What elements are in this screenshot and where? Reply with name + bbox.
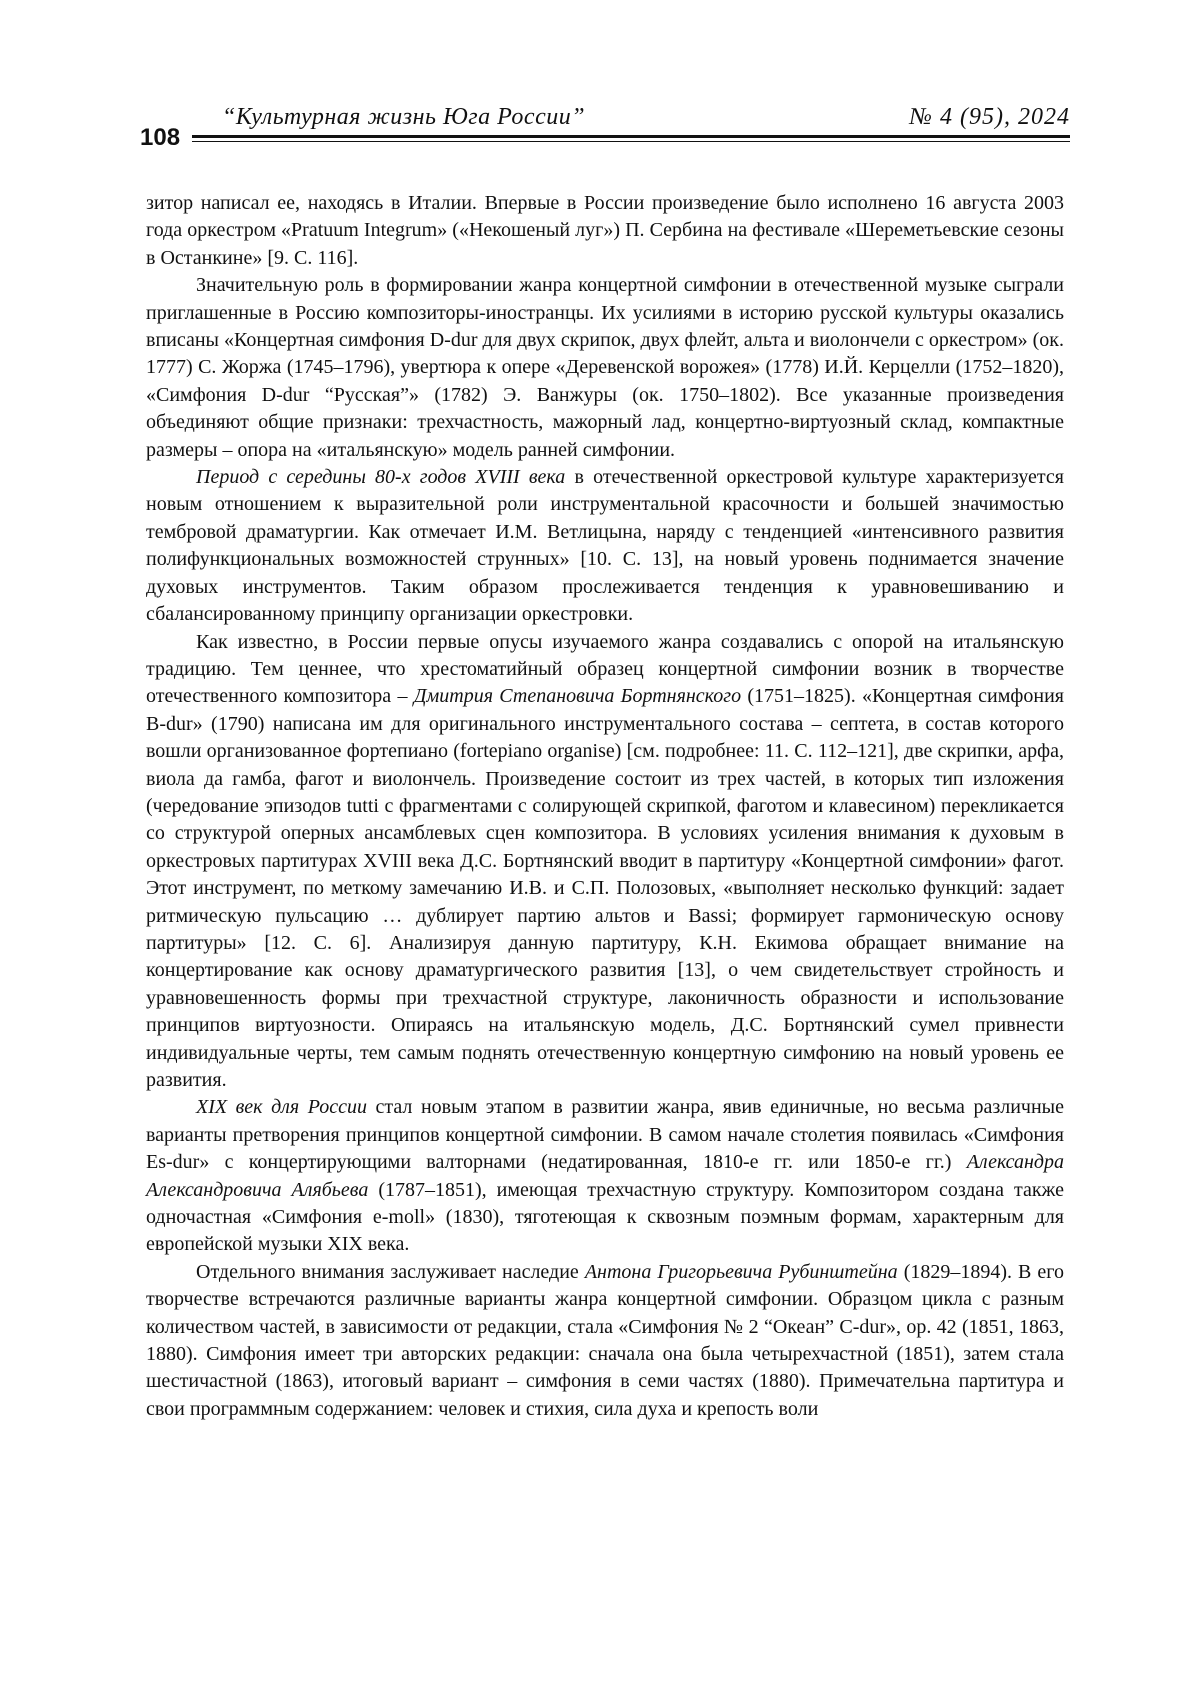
paragraph bbox=[146, 272, 1064, 464]
text-segment: Отдельного внимания заслуживает наследие bbox=[196, 1261, 585, 1283]
page-header bbox=[140, 100, 1070, 152]
issue-number: № 4 (95), 2024 bbox=[909, 104, 1070, 131]
paragraph bbox=[146, 464, 1064, 628]
paragraph bbox=[146, 1094, 1064, 1258]
text-segment: зитор написал ее, находясь в Италии. Впервые в России произведение было исполнено 16 августа 2003 года оркестром «Pratuum Integrum» («Некошеный луг») П. Сербина на фестивале «Шереметьевские сезоны в Останкине» [9. С. 116]. bbox=[146, 192, 1064, 269]
header-rule-thick bbox=[192, 135, 1070, 138]
text-segment: (1751–1825). «Концертная симфония B-dur» (1790) написана им для оригинально­го инструментального состава – септета, в состав которого вошли организованное фор­тепиано (fortepiano organise) [см. подробнее: 11. С. 112–121], две скрипки, арфа, виола да гамба, фагот и виолончель. Произведение состоит из трех частей, в которых тип изложения (чередование эпизодов tutti с фрагментами с солирующей скрипкой, фаготом и клавесином) перекликается со структурой оперных ансамблевых сцен композитора. В условиях усиления внимания к духовым в оркестровых партитурах XVIII века Д.С. Бортнянский вводит в партитуру «Концертной симфонии» фагот. Этот инструмент, по меткому замечанию И.В. и С.П. Полозовых, «выполняет несколько функций: задает ритмическую пульсацию … дублирует партию альтов и Bassi; формирует гармониче­скую основу партитуры» [12. С. 6]. Анализируя данную партитуру, К.Н. Екимова обра­щает внимание на концертирование как основу драматургического развития [13], о чем свидетельствует стройность и уравновешенность формы при трехчастной структуре, лаконичность образности и использование принципов виртуозности. Опираясь на италь­янскую модель, Д.С. Бортнянский сумел привнести индивидуальные черты, тем самым поднять отечественную концертную симфонию на новый уровень ее развития. bbox=[146, 685, 1064, 1091]
italic-text-segment: Александра Александровича Алябьева bbox=[146, 1151, 1064, 1200]
text-segment: стал новым этапом в развитии жанра, явив единичные, но весь­ма различные варианты претворения принципов концертной симфонии. В самом начале столетия появилась «Симфония Es-dur» с концертирующими валторнами (недатирован­ная, 1810-е гг. или 1850-е гг.) bbox=[146, 1096, 1064, 1173]
journal-title: “Культурная жизнь Юга России” bbox=[222, 104, 585, 131]
header-rule-thin bbox=[192, 141, 1070, 142]
italic-text-segment: Антона Григорьевича Рубинштей­на bbox=[585, 1261, 898, 1283]
text-segment: Как известно, в России первые опусы изучаемого жанра создавались с опорой на итальянскую традицию. Тем ценнее, что хрестоматийный образец концертной симфонии возник в творчестве отечественного композитора – bbox=[146, 631, 1064, 708]
paragraph bbox=[146, 1259, 1064, 1423]
italic-text-segment: Период с середины 80-х годов XVIII века bbox=[196, 466, 565, 488]
paragraph bbox=[146, 629, 1064, 1095]
text-segment: Значительную роль в формировании жанра концертной симфонии в отечественной музыке сыграли приглашенные в Россию композиторы-иностранцы. Их усилиями в историю русской культуры оказались вписаны «Концертная симфония D-dur для двух скрипок, двух флейт, альта и виолончели с оркестром» (ок. 1777) С. Жоржа (1745–1796), увертюра к опере «Деревенской ворожея» (1778) И.Й. Керцелли (1752–1820), «Симфо­ния D-dur “Русская”» (1782) Э. Ванжуры (ок. 1750–1802). Все указанные произведения объединяют общие признаки: трехчастность, мажорный лад, концертно-виртуозный склад, компактные размеры – опора на «итальянскую» модель ранней симфонии. bbox=[146, 274, 1064, 460]
paragraph bbox=[146, 190, 1064, 272]
italic-text-segment: Дмитрия Степановича Бортнян­ского bbox=[414, 685, 741, 707]
journal-page bbox=[0, 0, 1200, 1698]
text-segment: (1829–1894). В его творчестве встречаются различные варианты жанра концертной симфонии. Образцом цикла с разным количеством частей, в зависимости от редакции, стала «Симфония № 2 “Океан” C-dur», op. 42 (1851, 1863, 1880). Симфония имеет три авторских редакции: сначала она была четырехчастной (1851), затем стала шестичаст­ной (1863), итоговый вариант – симфония в семи частях (1880). Примечательна парти­тура и свои программным содержанием: человек и стихия, сила духа и крепость воли bbox=[146, 1261, 1064, 1420]
page-number: 108 bbox=[140, 126, 180, 150]
italic-text-segment: XIX век для России bbox=[196, 1096, 367, 1118]
text-segment: (1787–1851), име­ющая трехчастную структуру. Композитором создана также одночастная «Симфония e-moll» (1830), тяготеющая к сквозным поэмным формам, характерным для европей­ской музыки XIX века. bbox=[146, 1179, 1064, 1256]
text-segment: в отечественной оркестровой культуре характеризуется новым отношением к выразительной роли инструментальной красочно­сти и большей значимостью тембровой драматургии. Как отмечает И.М. Ветлицына, наряду с тенденцией «интенсивного развития полифункциональных возможностей струн­ных» [10. С. 13], на новый уровень поднимается значение духовых инструментов. Таким образом прослеживается тенденция к уравновешиванию и сбалансированному прин­ципу организации оркестровки. bbox=[146, 466, 1064, 625]
article-body bbox=[146, 190, 1064, 1423]
